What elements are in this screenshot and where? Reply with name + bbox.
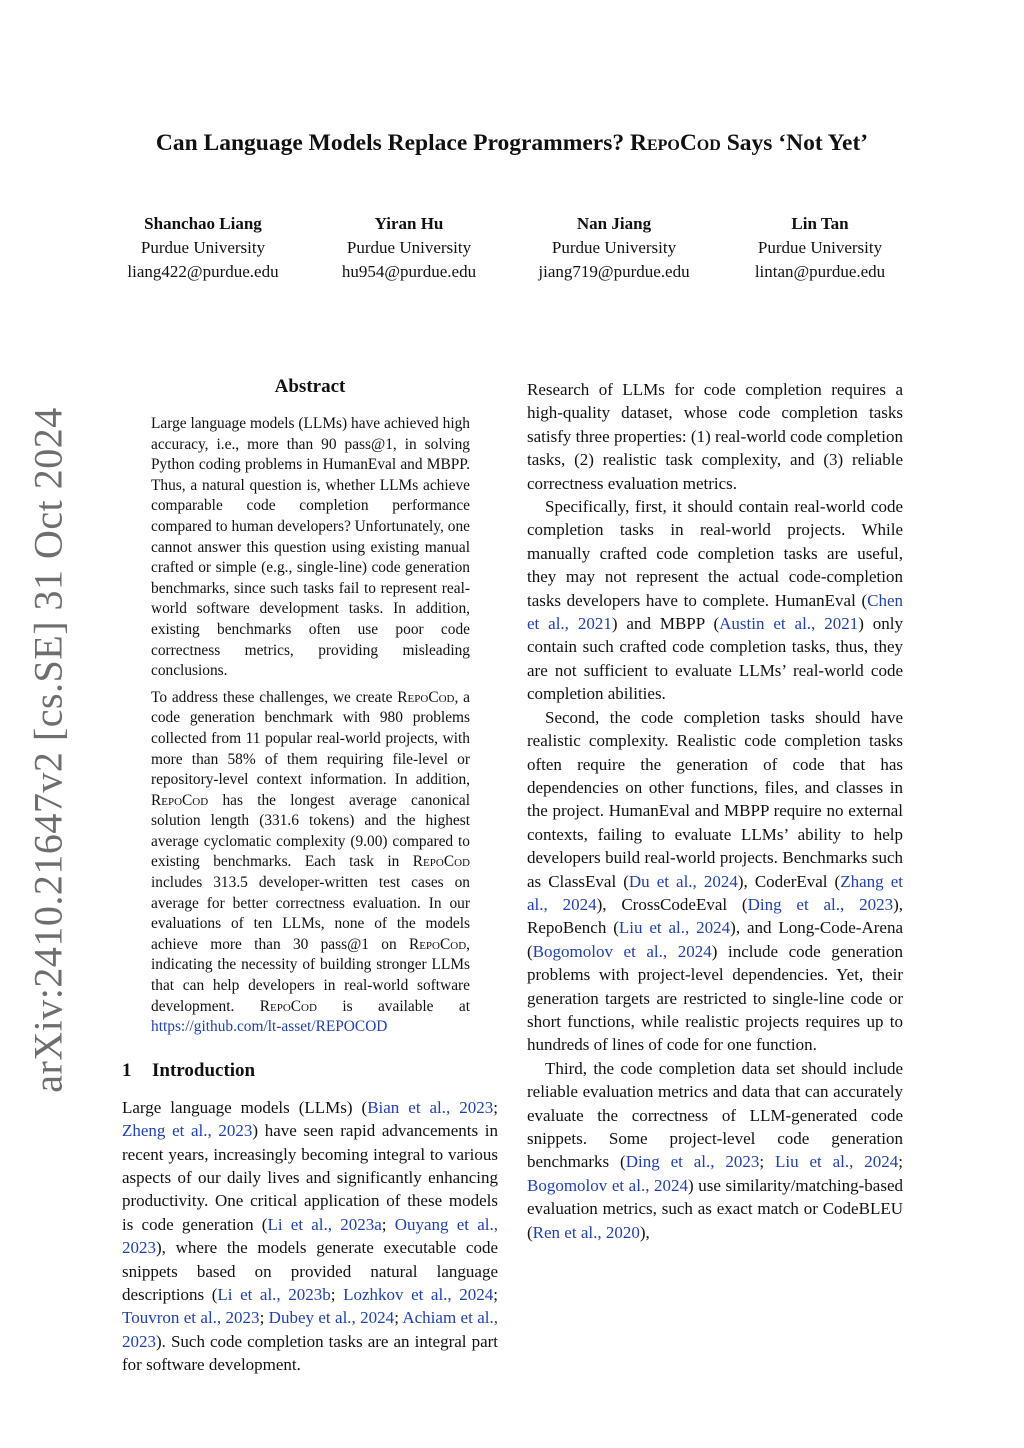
intro-paragraph: Specifically, first, it should contain real-world code completion tasks in real-world projects. While manually crafted code completion tasks are useful, they may not represent the actual code-completion tasks developers have to complete. HumanEval (Chen et al., 2021) and MBPP (Austin et al., 2021) only contain such crafted code completion tasks, thus, they are not sufficient to evaluate LLMs’ real-world code completion abilities. <box>527 497 903 704</box>
author-email: jiang719@purdue.edu <box>538 262 690 281</box>
citation-link[interactable]: Zheng et al., 2023 <box>122 1121 253 1141</box>
intro-paragraph: Third, the code completion data set should include reliable evaluation metrics and data that can accurately evaluate the correctness of LLM-generated code snippets. Some project-level code generation benchmarks (Ding et al., 2023; Liu et al., 2024; Bogomolov et al., 2024) use similarity/matching-based evaluation metrics, such as exact match or CodeBLEU (Ren et al., 2020), <box>527 1058 903 1242</box>
author-block <box>715 212 925 284</box>
arxiv-stamp: arXiv:2410.21647v2 [cs.SE] 31 Oct 2024 <box>25 407 71 1093</box>
citation-link[interactable]: Bogomolov et al., 2024 <box>527 1175 689 1195</box>
citation-link[interactable]: Du et al., 2024 <box>628 871 738 891</box>
github-link[interactable]: https://github.com/lt-asset/REPOCOD <box>151 1018 388 1036</box>
abstract-heading: Abstract <box>274 376 346 397</box>
citation-link[interactable]: Chen et al., 2021 <box>527 590 903 634</box>
author-name: Yiran Hu <box>374 214 444 233</box>
author-affiliation: Purdue University <box>757 238 883 257</box>
citation-link[interactable]: Austin et al., 2021 <box>719 614 859 634</box>
author-name: Lin Tan <box>791 214 849 233</box>
citation-link[interactable]: Bian et al., 2023 <box>367 1097 494 1117</box>
intro-paragraph: Large language models (LLMs) (Bian et al., 2023; Zheng et al., 2023) have seen rapid advancements in recent years, increasingly becoming integral to various aspects of our daily lives and significantly enhancing productivity. One critical application of these models is code generation (Li et al., 2023a; Ouyang et al., 2023), where the models generate executable code snippets based on provided natural language descriptions (Li et al., 2023b; Lozhkov et al., 2024; Touvron et al., 2023; Dubey et al., 2024; Achiam et al., 2023). Such code completion tasks are an integral part for software development. <box>122 1097 498 1375</box>
author-block <box>509 212 719 284</box>
author-block <box>98 212 308 284</box>
citation-link[interactable]: Touvron et al., 2023 <box>122 1308 260 1328</box>
left-column <box>122 376 498 1377</box>
citation-link[interactable]: Ding et al., 2023 <box>747 894 894 914</box>
author-name: Nan Jiang <box>576 214 652 233</box>
citation-link[interactable]: Ouyang et al., 2023 <box>122 1214 498 1258</box>
author-affiliation: Purdue University <box>346 238 472 257</box>
author-block <box>304 212 514 284</box>
citation-link[interactable]: Achiam et al., 2023 <box>122 1308 498 1351</box>
citation-link[interactable]: Ding et al., 2023 <box>625 1152 760 1172</box>
citation-link[interactable]: Bogomolov et al., 2024 <box>532 941 712 961</box>
paper-title: Can Language Models Replace Programmers? RepoCod Says ‘Not Yet’ <box>155 130 869 156</box>
citation-link[interactable]: Liu et al., 2024 <box>774 1152 899 1172</box>
citation-link[interactable]: Dubey et al., 2024 <box>268 1308 395 1328</box>
intro-paragraph: Second, the code completion tasks should have realistic complexity. Realistic code completion tasks often require the generation of code that has dependencies on other functions, files, and classes in the project. HumanEval and MBPP require no external contexts, failing to evaluate LLMs’ ability to help developers build real-world projects. Benchmarks such as ClassEval (Du et al., 2024), CoderEval (Zhang et al., 2024), CrossCodeEval (Ding et al., 2023), RepoBench (Liu et al., 2024), and Long-Code-Arena (Bogomolov et al., 2024) include code generation problems with project-level dependencies. Yet, their generation targets are restricted to single-line code or short functions, while realistic projects requires up to hundreds of lines of code for one function. <box>527 707 903 1055</box>
citation-link[interactable]: Li et al., 2023a <box>267 1214 382 1234</box>
author-email: liang422@purdue.edu <box>127 262 279 281</box>
section-heading: 1 Introduction <box>122 1059 256 1081</box>
citation-link[interactable]: Liu et al., 2024 <box>618 918 731 938</box>
author-email: lintan@purdue.edu <box>754 262 886 281</box>
citation-link[interactable]: Ren et al., 2020 <box>532 1222 640 1242</box>
author-affiliation: Purdue University <box>551 238 677 257</box>
citation-link[interactable]: Li et al., 2023b <box>217 1285 331 1305</box>
citation-link[interactable]: Zhang et al., 2024 <box>527 871 903 914</box>
citation-link[interactable]: Lozhkov et al., 2024 <box>343 1285 494 1305</box>
intro-paragraph: Research of LLMs for code completion requires a high-quality dataset, whose code completion tasks satisfy three properties: (1) real-world code completion tasks, (2) realistic task complexity, and (3) reliable correctness evaluation metrics. <box>527 380 903 493</box>
right-column <box>527 378 903 1244</box>
abstract-paragraph: To address these challenges, we create RepoCod, a code generation benchmark with 980 problems collected from 11 popular real-world projects, with more than 58% of them requiring file-level or repository-level context information. In addition, RepoCod has the longest average canonical solution length (331.6 tokens) and the highest average cyclomatic complexity (9.00) compared to existing benchmarks. Each task in RepoCod includes 313.5 developer-written test cases on average for better correctness evaluation. In our evaluations of ten LLMs, none of the models achieve more than 30 pass@1 on RepoCod, indicating the necessity of building stronger LLMs that can help developers in real-world software development. RepoCod is available at https://github.com/lt-asset/REPOCOD <box>151 688 470 1036</box>
author-affiliation: Purdue University <box>140 238 266 257</box>
author-email: hu954@purdue.edu <box>341 262 477 281</box>
author-name: Shanchao Liang <box>144 214 262 233</box>
abstract-paragraph: Large language models (LLMs) have achieved high accuracy, i.e., more than 90 pass@1, in solving Python coding problems in HumanEval and MBPP. Thus, a natural question is, whether LLMs achieve comparable code completion performance compared to human developers? Unfortunately, one cannot answer this question using existing manual crafted or simple (e.g., single-line) code generation benchmarks, since such tasks fail to represent real-world software development tasks. In addition, existing benchmarks often use poor code correctness metrics, providing misleading conclusions. <box>151 415 470 680</box>
